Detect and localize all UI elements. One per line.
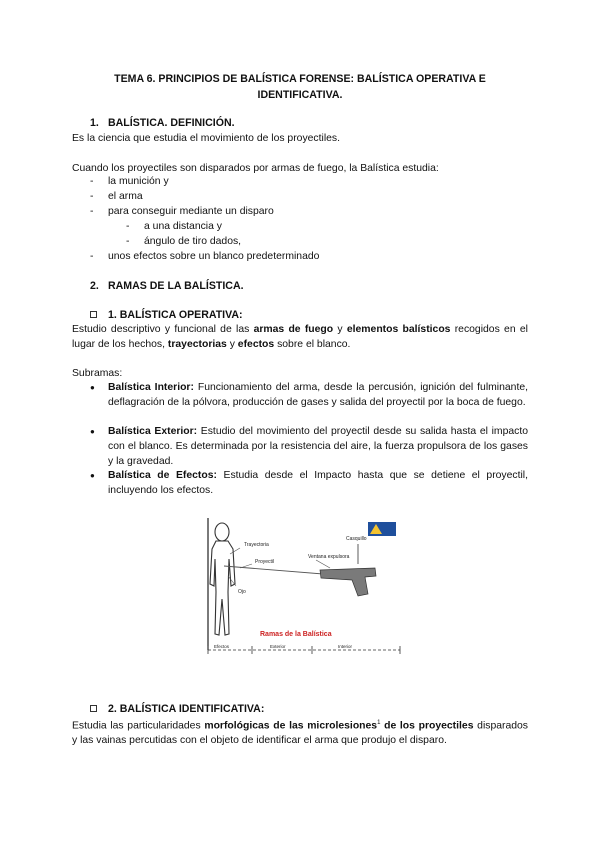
sub-list-item: ángulo de tiro dados, <box>144 236 242 247</box>
definition-text: Es la ciencia que estudia el movimiento de los proyectiles. <box>72 133 340 144</box>
label-ventana: Ventana expulsora <box>308 554 350 560</box>
bullet-icon: ● <box>90 427 95 436</box>
bullet-icon: ● <box>90 383 95 392</box>
dash-bullet: - <box>90 206 94 217</box>
operativa-description: Estudio descriptivo y funcional de las armas de fuego y elementos balísticos recogidos en el lugar de los hechos, trayectorias y efectos sobre el blanco. <box>72 324 528 350</box>
bullet-icon: ● <box>90 471 95 480</box>
scale-label-efectos: Efectos <box>214 644 230 649</box>
section-1-heading: BALÍSTICA. DEFINICIÓN. <box>108 117 235 129</box>
subramas-label: Subramas: <box>72 368 123 379</box>
document-title <box>60 71 540 103</box>
list-item: el arma <box>108 191 143 202</box>
dash-bullet: - <box>126 236 130 247</box>
title-line-1: TEMA 6. PRINCIPIOS DE BALÍSTICA FORENSE: BALÍSTICA OPERATIVA E <box>114 73 486 85</box>
ballistics-diagram <box>200 514 406 660</box>
sub-list-item: a una distancia y <box>144 221 222 232</box>
identificativa-heading: 2. BALÍSTICA IDENTIFICATIVA: <box>108 703 265 715</box>
section-2-heading: RAMAS DE LA BALÍSTICA. <box>108 280 244 292</box>
dash-bullet: - <box>90 176 94 187</box>
dash-bullet: - <box>90 191 94 202</box>
bullet-item-efectos: Balística de Efectos: Estudia desde el Impacto hasta que se detiene el proyectil, incluyendo los efectos. <box>108 470 528 496</box>
checkbox-square-icon <box>90 705 97 712</box>
identificativa-description: Estudia las particularidades morfológicas de las microlesiones$^1$ de los proyectiles disparados y las vainas percutidas con el objeto de identificar el arma que produjo el disparo. <box>72 720 528 747</box>
scale-label-exterior: Exterior <box>270 644 286 649</box>
intro-text: Cuando los proyectiles son disparados por armas de fuego, la Balística estudia: <box>72 163 439 174</box>
operativa-heading: 1. BALÍSTICA OPERATIVA: <box>108 309 243 321</box>
section-2-number: 2. <box>90 280 99 292</box>
section-1-number: 1. <box>90 117 99 129</box>
label-trayectoria: Trayectoria <box>244 542 269 548</box>
label-ojo: Ojo <box>238 589 246 595</box>
label-casquillo: Casquillo <box>346 536 367 542</box>
figure-caption: Ramas de la Balística <box>260 631 332 638</box>
dash-bullet: - <box>90 251 94 262</box>
dash-bullet: - <box>126 221 130 232</box>
list-item: unos efectos sobre un blanco predeterminado <box>108 251 320 262</box>
list-item: la munición y <box>108 176 169 187</box>
checkbox-square-icon <box>90 311 97 318</box>
list-item: para conseguir mediante un disparo <box>108 206 274 217</box>
bullet-item-exterior: Balística Exterior: Estudio del movimiento del proyectil desde su salida hasta el impacto con el blanco. Es determinada por la resistencia del aire, la fuerza propulsora de los gases y la gravedad. <box>108 426 528 467</box>
scale-label-interior: Interior <box>338 644 353 649</box>
bullet-item-interior: Balística Interior: Funcionamiento del arma, desde la percusión, ignición del fulminante, deflagración de la pólvora, producción de gases y salida del proyectil por la boca de fuego. <box>108 382 528 408</box>
title-line-2: IDENTIFICATIVA. <box>257 89 343 101</box>
label-proyectil: Proyectil <box>255 559 275 565</box>
